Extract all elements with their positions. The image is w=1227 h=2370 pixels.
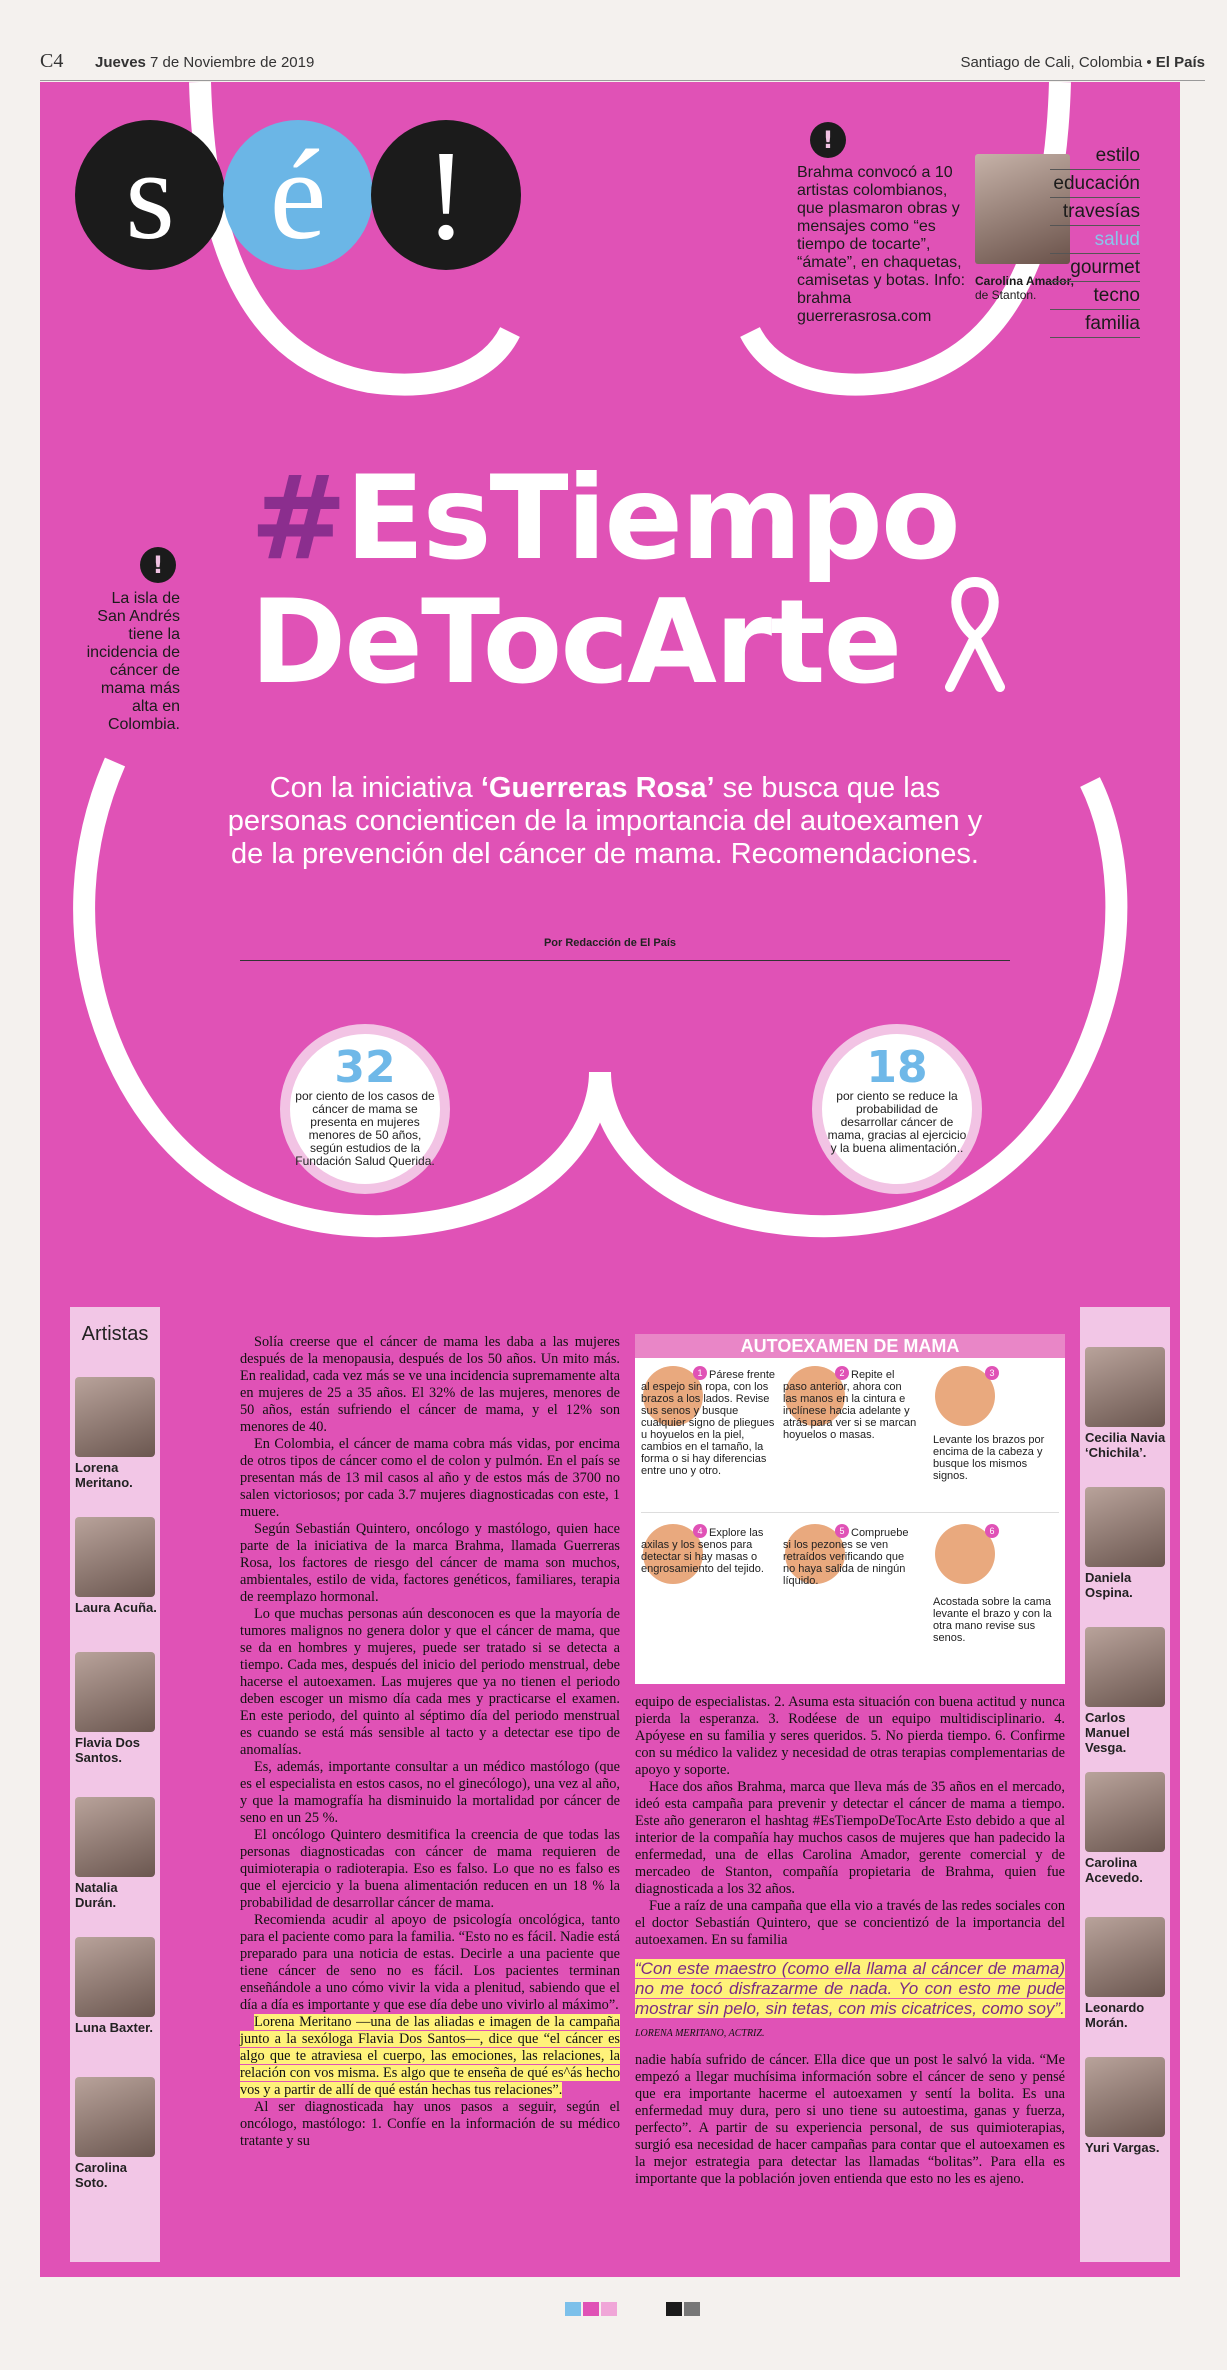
artist-card: [1085, 1347, 1170, 1460]
nav-item-educacion[interactable]: educación: [1050, 170, 1140, 198]
divider: [641, 1512, 1059, 1513]
stat-number: 32: [334, 1042, 396, 1093]
registration-swatch-gray: [684, 2302, 700, 2316]
article-column-1: [240, 1334, 620, 2150]
step-number: 3: [985, 1366, 999, 1380]
paragraph: equipo de especialistas. 2. Asuma esta situación con buena actitud y nunca pierda la esperanza. 3. Rodéese de un equipo multidisciplinario. 4. Apóyese en su familia y seres queridos. 5. No pierda tiempo. 6. Confirme con su médico la validez y necesidad de otras terapias complementarias de apoyo y soporte.: [635, 1694, 1065, 1778]
stat-number: 18: [866, 1042, 928, 1093]
page-number: C4: [40, 50, 64, 72]
paragraph: Al ser diagnosticada hay unos pasos a seguir, según el oncólogo, mastólogo: 1. Confíe en la información de su médico tratante y su: [240, 2099, 620, 2149]
registration-swatch-pink: [601, 2302, 617, 2316]
artist-photo: [75, 1652, 155, 1732]
artists-sidebar-left: [70, 1307, 160, 2262]
nav-item-familia[interactable]: familia: [1050, 310, 1140, 338]
autoexamen-infographic: [635, 1334, 1065, 1684]
step-text: Acostada sobre la cama levante el brazo y con la otra mano revise sus senos.: [933, 1596, 1052, 1644]
stat-circle-32: [280, 1024, 450, 1194]
artist-name: Cecilia Navia ‘Chichila’.: [1085, 1430, 1166, 1460]
artist-card: [1085, 2057, 1165, 2155]
logo-letter-e: é: [223, 120, 373, 270]
byline: Por Redacción de El País: [543, 937, 677, 949]
artist-card: [75, 1377, 160, 1490]
artist-name: Natalia Durán.: [75, 1880, 118, 1910]
artist-photo: [1085, 1917, 1165, 1997]
artist-name: Laura Acuña.: [75, 1600, 157, 1615]
artist-name: Leonardo Morán.: [1085, 2000, 1145, 2030]
paragraph: Fue a raíz de una campaña que ella vio a través de las redes sociales con el doctor Sebastián Quintero, que se concientizó de la importancia del autoexamen. En su familia: [635, 1898, 1065, 1948]
artist-card: [1085, 1772, 1170, 1885]
registration-swatch-cyan: [565, 2302, 581, 2316]
registration-swatch-magenta: [583, 2302, 599, 2316]
highlighted-paragraph: Lorena Meritano —una de las aliadas e imagen de la campaña junto a la sexóloga Flavia Dos Santos—, dice que “el cáncer es algo que te atraviesa el cuerpo, las emociones, las relaciones, la relación con vos misma. Es algo que te enseña de qué es^ás hecho vos y a partir de allí de qué están hechas tus relaciones”.: [240, 2014, 620, 2098]
nav-item-travesias[interactable]: travesías: [1050, 198, 1140, 226]
artist-photo: [75, 1937, 155, 2017]
headline: [250, 451, 959, 710]
artist-name: Daniela Ospina.: [1085, 1570, 1133, 1600]
step-text: Repite el paso anterior, ahora con las manos en la cintura e inclínese hacia adelante y atrás para ver si se marcan hoyuelos o masas.: [783, 1369, 917, 1441]
artist-name: Luna Baxter.: [75, 2020, 154, 2035]
step-number: 5: [835, 1524, 849, 1538]
article-column-2: [635, 1694, 1065, 2188]
artist-name: Carolina Soto.: [75, 2160, 128, 2190]
paragraph: El oncólogo Quintero desmitifica la creencia de que todas las personas diagnosticadas con cáncer de mama requieren de quimioterapia o radioterapia. Eso es falso. Lo que no es falso es que el ejercicio y la buena alimentación reducen en un 18 % la probabilidad de desarrollar cáncer de mama.: [240, 1827, 620, 1911]
step-number: 4: [693, 1524, 707, 1538]
artist-photo: [1085, 2057, 1165, 2137]
stat-circle-18: [812, 1024, 982, 1194]
artist-card: [75, 1652, 160, 1765]
paragraph: En Colombia, el cáncer de mama cobra más vidas, por encima de otros tipos de cáncer como el de colon y pulmón. En el país se presentan más de 13 mil casos al año y de estos más de 3700 no salen victoriosos; por cada 3.7 mujeres diagnosticadas con este, 1 muere.: [240, 1436, 620, 1520]
paragraph: Es, además, importante consultar a un médico mastólogo (que es el especialista en estos casos, no el ginecólogo), una vez al año, y que la mamografía ha disminuido la mortalidad por cáncer de seno en un 25 %.: [240, 1759, 620, 1826]
paragraph: Según Sebastián Quintero, oncólogo y mastólogo, quien hace parte de la iniciativa de la marca Brahma, llamada Guerreras Rosa, los factores de riesgo del cáncer de mama son muchos, ambientales, estilo de vida, factores genéticos, familiares, terapia de reemplazo hormonal.: [240, 1521, 620, 1605]
pull-quote: “Con este maestro (como ella llama al cáncer de mama) no me tocó disfrazarme de nada. Yo con esto me pude mostrar sin pelo, sin tetas, con mis cicatrices, como soy”.: [635, 1959, 1065, 2018]
exclamation-icon: !: [140, 547, 176, 583]
subtitle: Con la iniciativa ‘Guerreras Rosa’ se busca que las personas concienticen de la importancia del autoexamen y de la prevención del cáncer de mama. Recomendaciones.: [227, 772, 983, 870]
nav-item-tecno[interactable]: tecno: [1050, 282, 1140, 310]
nav-item-estilo[interactable]: estilo: [1050, 142, 1140, 170]
step-text: Compruebe si los pezones se ven retraídos verificando que no haya salida de ningún líquido.: [783, 1527, 909, 1587]
headline-line-2: DeTocArte: [250, 575, 901, 710]
registration-swatch-black: [666, 2302, 682, 2316]
artist-name: Yuri Vargas.: [1085, 2140, 1160, 2155]
artist-card: [75, 1937, 155, 2035]
exclamation-icon: !: [810, 122, 846, 158]
intro-text: Brahma convocó a 10 artistas colombianos, que plasmaron obras y mensajes como “es tiempo de tocarte”, “ámate”, en chaquetas, camisetas y botas. Info: brahma guerrerasrosa.com: [797, 164, 966, 325]
pink-ribbon-icon: [935, 572, 1015, 692]
nav-item-salud[interactable]: salud: [1050, 226, 1140, 254]
logo-letter-s: s: [75, 120, 225, 270]
paragraph: Hace dos años Brahma, marca que lleva más de 35 años en el mercado, ideó esta campaña para prevenir y detectar el cáncer de mama a tiempo. Este año generaron el hashtag #EsTiempoDeTocArte Esto debido a que al interior de la compañía hay muchos casos de mujeres que han padecido la enfermedad, una de ellas Carolina Amador, gerente comercial y de mercadeo de Stanton, compañía propietaria de Brahma, quien fue diagnosticada a los 32 años.: [635, 1779, 1065, 1897]
artists-sidebar-right: [1080, 1307, 1170, 2262]
stat-text: por ciento se reduce la probabilidad de desarrollar cáncer de mama, gracias al ejercicio y la buena alimentación..: [827, 1089, 967, 1155]
artists-heading: Artistas: [81, 1323, 149, 1345]
artist-name: Carlos Manuel Vesga.: [1085, 1710, 1130, 1755]
artist-photo: [1085, 1627, 1165, 1707]
paragraph: Solía creerse que el cáncer de mama les daba a las mujeres después de la menopausia, después de los 50 años. Un mito más. En realidad, cada vez más se ve una incidencia supremamente alta en mujeres de 25 a 35 años. El 32% de las mujeres, menores de 50 años, están sufriendo el cáncer de mama, y el 12% son menores de 40.: [240, 1334, 620, 1435]
side-fact-text: La isla de San Andrés tiene la incidencia de cáncer de mama más alta en Colombia.: [86, 590, 180, 733]
artist-card: [75, 1517, 157, 1615]
step-number: 6: [985, 1524, 999, 1538]
artist-photo: [75, 1797, 155, 1877]
page-header: [40, 40, 1205, 81]
paragraph: Recomienda acudir al apoyo de psicología oncológica, tanto para el paciente como para la familia. “Esto no es fácil. Nadie está preparado para una noticia de estas. Decirle a una paciente que tiene cáncer de seno no es fácil. Los pacientes terminan enseñándole a uno cómo vivir la vida a plenitud, sabiendo que el día a día es importante y que ese día debe uno vivirlo al máximo”.: [240, 1912, 620, 2013]
section-nav: [1050, 142, 1140, 338]
infographic-title: AUTOEXAMEN DE MAMA: [635, 1334, 1065, 1358]
step-text: Explore las axilas y los senos para detectar si hay masas o engrosamiento del tejido.: [641, 1527, 764, 1575]
feature-background: [40, 82, 1180, 2277]
headline-hash: #: [250, 451, 346, 586]
quote-author: LORENA MERITANO, ACTRIZ.: [635, 2028, 765, 2039]
headline-line-1: EsTiempo: [345, 451, 959, 586]
artist-name: Lorena Meritano.: [75, 1460, 133, 1490]
artist-card: [75, 1797, 160, 1910]
artist-card: [75, 2077, 160, 2190]
nav-item-gourmet[interactable]: gourmet: [1050, 254, 1140, 282]
artist-card: [1085, 1627, 1170, 1755]
logo-exclamation: !: [371, 120, 521, 270]
stat-text: por ciento de los casos de cáncer de mama se presenta en mujeres menores de 50 años, según estudios de la Fundación Salud Querida.: [295, 1089, 435, 1168]
step-text: Párese frente al espejo sin ropa, con los brazos a los lados. Revise sus senos y busque cualquier signo de pliegues u hoyuelos en la piel, cambios en el tamaño, la forma o si hay diferencias entre uno y otro.: [641, 1369, 776, 1477]
artist-photo: [75, 1517, 155, 1597]
artist-name: Carolina Acevedo.: [1085, 1855, 1143, 1885]
dateline: Santiago de Cali, Colombia • El País: [960, 54, 1205, 71]
artist-card: [1085, 1487, 1170, 1600]
artist-photo: [1085, 1772, 1165, 1852]
paragraph: Lo que muchas personas aún desconocen es que la mayoría de tumores malignos no genera dolor y que el cáncer de mama, que se da en hombres y mujeres, puede ser tratado si se detecta a tiempo. Cada mes, después del inicio del periodo menstrual, debe hacerse el autoexamen. Las mujeres que ya no tienen el periodo deben escoger un mismo día cada mes y practicarse el examen. En este periodo, del quinto al séptimo día del periodo menstrual es cuando se está más sensible al tacto y a detectar ese tipo de anomalías.: [240, 1606, 620, 1758]
step-number: 1: [693, 1366, 707, 1380]
paragraph: nadie había sufrido de cáncer. Ella dice que un post le salvó la vida. “Me empezó a llegar muchísima información sobre el cáncer de seno y pensé que era importante hacerme el autoexamen y sentí la bolita. Es una enfermedad muy dura, pero si uno tiene su autoestima, ganas y fuerza, perfecto”. A partir de su experiencia personal, de sus quimioterapias, surgió esa necesidad de hacer campañas para contar que el autoexamen es la mejor estrategia para detectar las llamadas “bolitas”. Para ella es importante que la población joven entienda que esto no les es ajeno.: [635, 2052, 1065, 2187]
artist-photo: [1085, 1347, 1165, 1427]
step-number: 2: [835, 1366, 849, 1380]
artist-photo: [75, 1377, 155, 1457]
artist-name: Flavia Dos Santos.: [75, 1735, 141, 1765]
step-text: Levante los brazos por encima de la cabeza y busque los mismos signos.: [933, 1434, 1045, 1482]
issue-date: Jueves 7 de Noviembre de 2019: [95, 54, 315, 71]
divider: [240, 960, 1010, 961]
artist-photo: [75, 2077, 155, 2157]
artist-photo: [1085, 1487, 1165, 1567]
artist-card: [1085, 1917, 1170, 2030]
photo-caption: Carolina Amador, de Stanton.: [975, 274, 1074, 302]
